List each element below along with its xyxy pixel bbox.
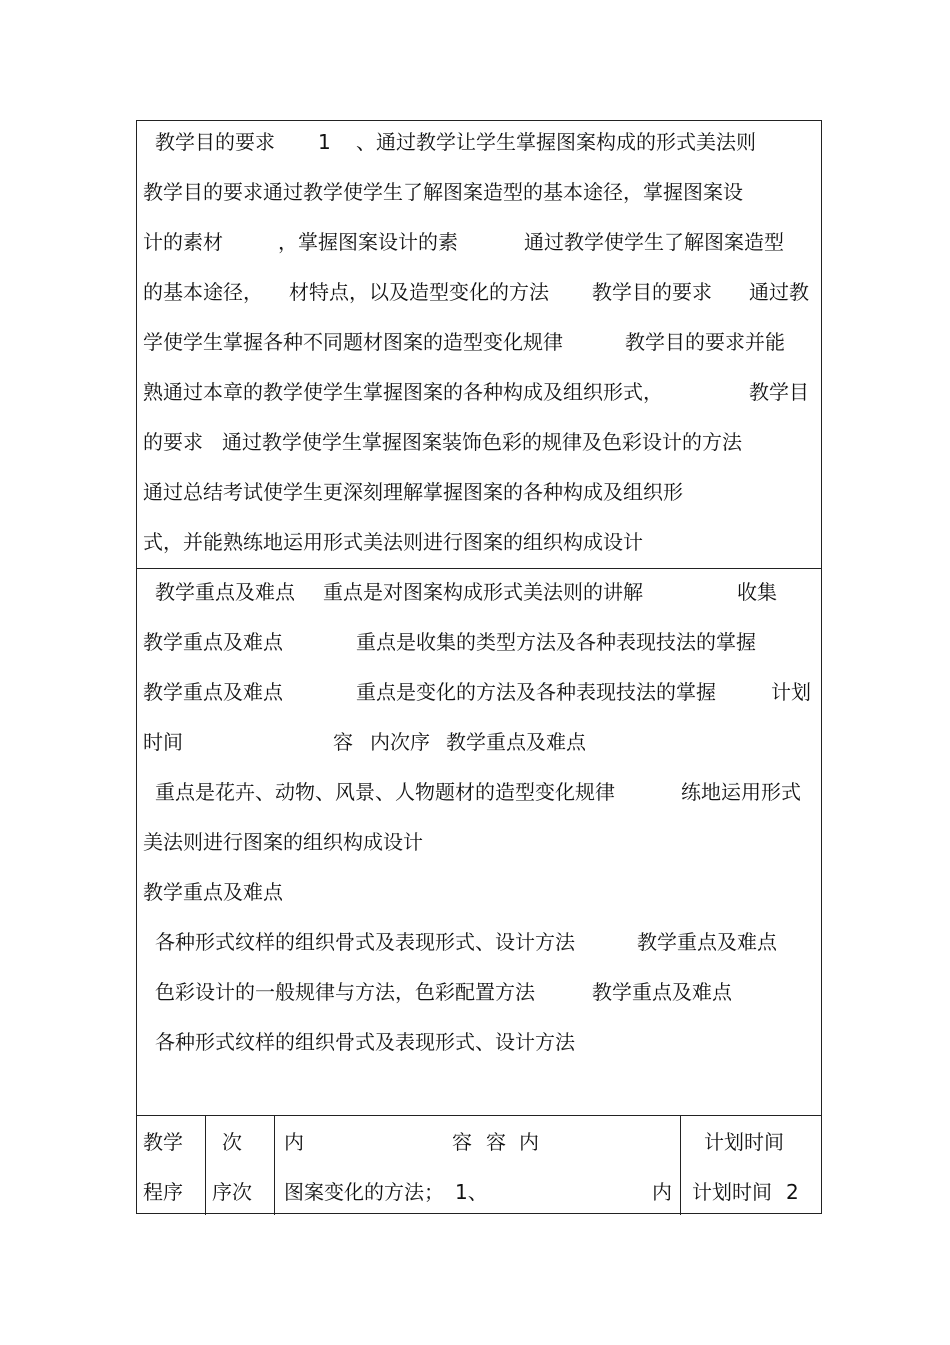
program-cell: 次: [222, 1130, 242, 1154]
objectives-text: 式，并能熟练地运用形式美法则进行图案的组织构成设计: [143, 530, 643, 554]
objectives-text: 、通过教学让学生掌握图案构成的形式美法则: [356, 130, 756, 154]
objectives-text: 通过教: [749, 280, 809, 304]
key-points-text: 教学重点及难点: [155, 580, 295, 604]
key-points-text: 重点是对图案构成形式美法则的讲解: [323, 580, 643, 604]
key-points-text: 美法则进行图案的组织构成设计: [143, 830, 423, 854]
program-cell: 2: [786, 1180, 799, 1204]
key-points-text: 教学重点及难点: [446, 730, 586, 754]
key-points-text: 内次序: [370, 730, 430, 754]
objectives-text: 学使学生掌握各种不同题材图案的造型变化规律: [143, 330, 563, 354]
objectives-text: 的基本途径，: [143, 280, 263, 304]
objectives-text: 教学目的要求通过教学使学生了解图案造型的基本途径，掌握图案设: [143, 180, 743, 204]
column-divider-3: [680, 1115, 681, 1215]
key-points-text: 教学重点及难点: [143, 880, 283, 904]
key-points-text: 教学重点及难点: [143, 680, 283, 704]
key-points-text: 重点是变化的方法及各种表现技法的掌握: [356, 680, 716, 704]
program-cell: 内: [519, 1130, 539, 1154]
program-cell: 1、: [455, 1180, 488, 1204]
key-points-text: 练地运用形式: [681, 780, 801, 804]
key-points-text: 教学重点及难点: [637, 930, 777, 954]
key-points-text: 重点是花卉、动物、风景、人物题材的造型变化规律: [155, 780, 615, 804]
objectives-text: 材特点，以及造型变化的方法: [289, 280, 549, 304]
program-cell: 计划时间: [704, 1130, 784, 1154]
program-cell: 容: [486, 1130, 506, 1154]
objectives-text: 1: [318, 130, 331, 154]
key-points-text: 时间: [143, 730, 183, 754]
program-cell: 容: [452, 1130, 472, 1154]
program-cell: 程序: [143, 1180, 183, 1204]
program-cell: 计划时间: [692, 1180, 772, 1204]
objectives-text: 教学目的要求: [592, 280, 712, 304]
column-divider-2: [274, 1115, 275, 1215]
objectives-text: 熟通过本章的教学使学生掌握图案的各种构成及组织形式，: [143, 380, 663, 404]
key-points-text: 各种形式纹样的组织骨式及表现形式、设计方法: [155, 930, 575, 954]
program-cell: 序次: [212, 1180, 252, 1204]
program-cell: 图案变化的方法；: [284, 1180, 444, 1204]
objectives-text: 教学目的要求: [155, 130, 275, 154]
section-divider-key-points: [137, 1115, 821, 1116]
objectives-text: 通过教学使学生了解图案造型: [524, 230, 784, 254]
objectives-text: 的要求: [143, 430, 203, 454]
key-points-text: 容: [333, 730, 353, 754]
program-cell: 内: [652, 1180, 672, 1204]
program-cell: 教学: [143, 1130, 183, 1154]
key-points-text: 教学重点及难点: [143, 630, 283, 654]
section-divider-objectives: [137, 568, 821, 569]
key-points-text: 重点是收集的类型方法及各种表现技法的掌握: [356, 630, 756, 654]
program-cell: 内: [284, 1130, 304, 1154]
objectives-text: ，掌握图案设计的素: [278, 230, 458, 254]
objectives-text: 通过教学使学生掌握图案装饰色彩的规律及色彩设计的方法: [222, 430, 742, 454]
objectives-text: 计的素材: [143, 230, 223, 254]
key-points-text: 各种形式纹样的组织骨式及表现形式、设计方法: [155, 1030, 575, 1054]
key-points-text: 教学重点及难点: [592, 980, 732, 1004]
key-points-text: 色彩设计的一般规律与方法，色彩配置方法: [155, 980, 535, 1004]
key-points-text: 收集: [737, 580, 777, 604]
objectives-text: 教学目的要求并能: [625, 330, 785, 354]
objectives-text: 教学目: [749, 380, 809, 404]
objectives-text: 通过总结考试使学生更深刻理解掌握图案的各种构成及组织形: [143, 480, 683, 504]
column-divider-1: [205, 1115, 206, 1215]
key-points-text: 计划: [771, 680, 811, 704]
